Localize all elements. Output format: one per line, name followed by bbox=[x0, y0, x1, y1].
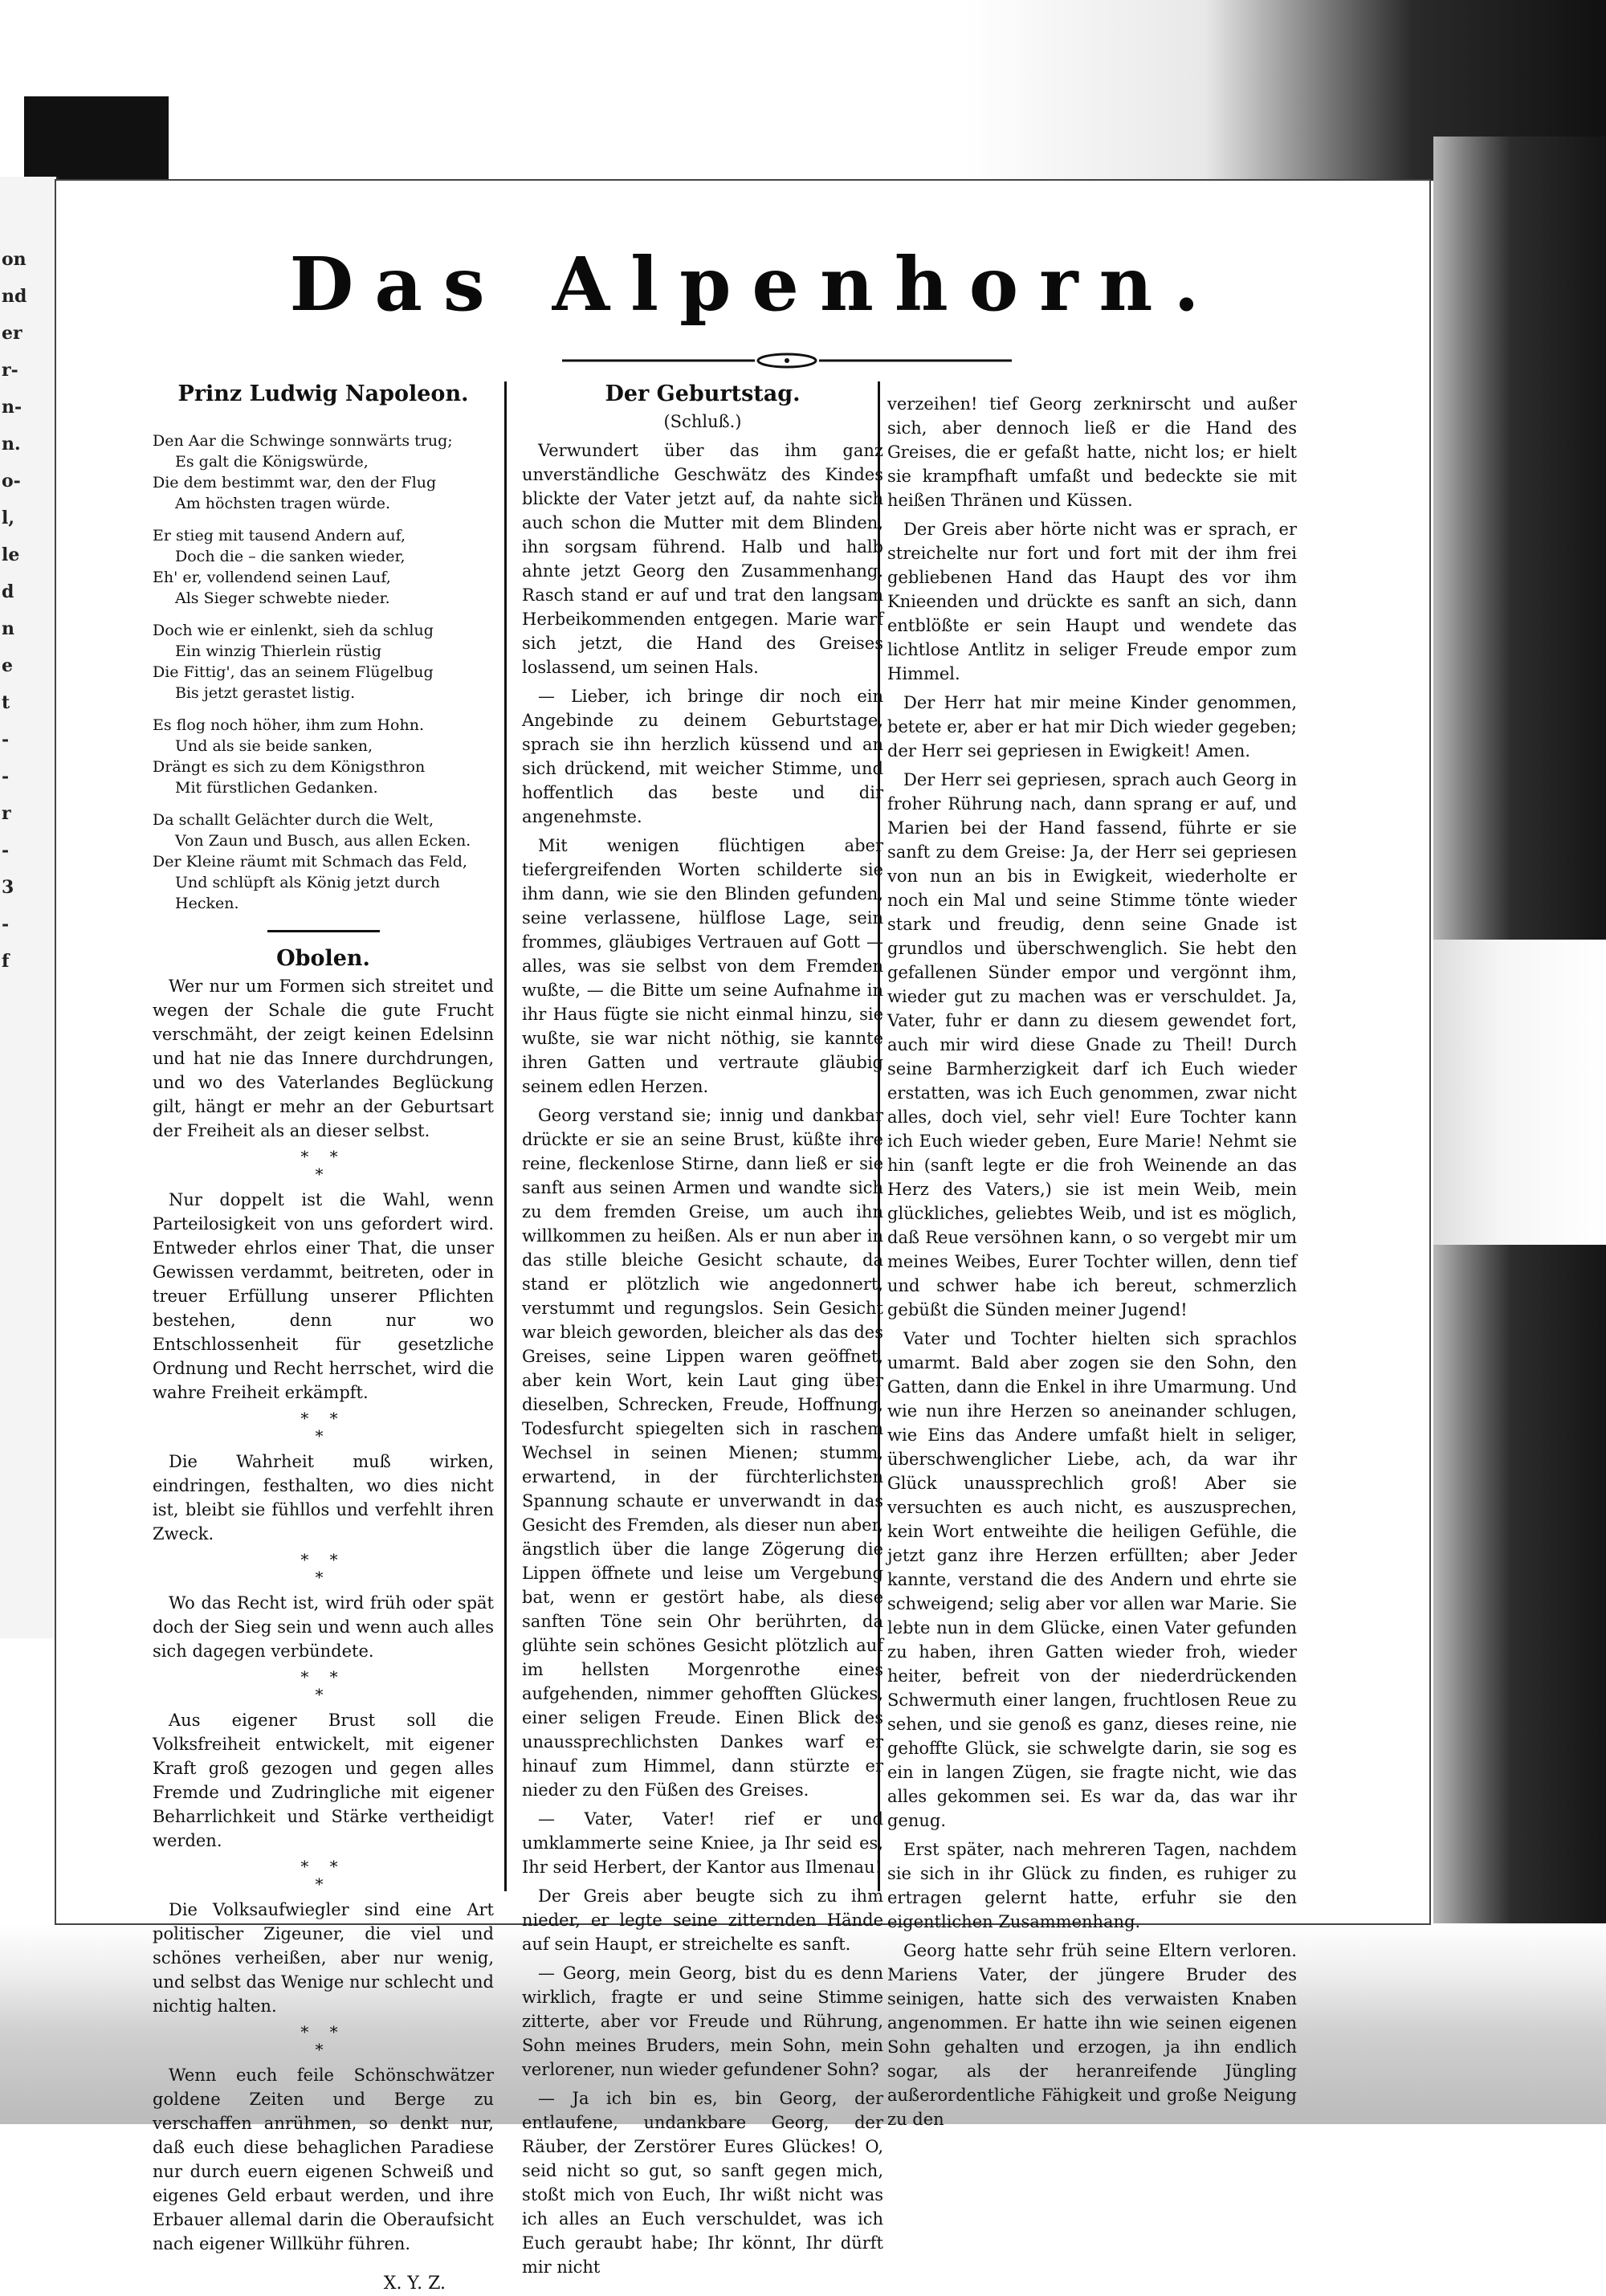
margin-fragment: r- bbox=[2, 360, 18, 381]
star-separator: * * * bbox=[300, 1409, 346, 1446]
margin-fragment: le bbox=[2, 544, 20, 565]
story-paragraph: Georg verstand sie; innig und dankbar drückte er sie an seine Brust, küßte ihre reine, fleckenlose Stirne, dann ließ er sie sanft aus seinen Armen und wandte sich zu dem fremden Greise, um auch ihn willkommen zu heißen. Als er nun aber in das stille bleiche Gesicht schaute, da stand er plötzlich wie angedonnert, verstummt und regungslos. Sein Gesicht war bleich geworden, bleicher als das des Greises, seine Lippen waren geöffnet, aber kein Wort, kein Laut ging über dieselben, Schrecken, Freude, Hoffnung, Todesfurcht spiegelten sich in raschem Wechsel in seinen Mienen; stumm, erwartend, in der fürchterlichsten Spannung schaute er unverwandt in das Gesicht des Fremden, als dieser nun aber, ängstlich über die lange Zögerung die Lippen öffnete und leise um Vergebung bat, wenn er gestört habe, als diese sanften Töne sein Ohr berührten, da glühte sein schönes Gesicht plötzlich auf im hellsten Morgenrothe eines aufgehenden, nimmer gehofften Glückes, einer seligen Freude. Einen Blick des unaussprechlichsten Dankes warf er hinauf zum Himmel, dann stürzte er nieder zu den Füßen des Greises. bbox=[522, 1106, 883, 1800]
poem-line: Doch wie er einlenkt, sieh da schlug bbox=[153, 622, 434, 639]
story-paragraph: Mit wenigen flüchtigen aber tiefergreifenden Worten schilderte sie ihm dann, wie sie den Blinden gefunden, seine verlassene, hülflose Lage, sein frommes, gläubiges Vertrauen auf Gott — alles, was sie selbst von dem Fremden wußte, — die Bitte um seine Aufnahme in ihr Haus fügte sie nicht einmal hinzu, sie wußte, sie war nicht nöthig, sie kannte ihren Gatten und vertraute gläubig seinem edlen Herzen. bbox=[522, 836, 883, 1096]
story-paragraph: Der Herr sei gepriesen, sprach auch Georg in froher Rührung nach, dann sprang er auf, und Marien bei der Hand fassend, führte er sie sanft zu dem Greise: Ja, der Herr sei gepriesen von nun an bis in Ewigkeit, wiederholte er noch ein Mal und seine Stimme tönte wieder stark und freudig, denn seine Gnade ist grundlos und überschwenglich. Sie hebt den gefallenen Sünder empor und vergönnt ihm, wieder gut zu machen was er verschuldet. Ja, Vater, fuhr er dann zu diesem gewendet fort, auch mir wird diese Gnade zu Theil! Durch seine Barmherzigkeit darf ich Euch wieder erstatten, was ich Euch genommen, zwar nicht alles, doch viel, sehr viel! Eure Tochter kann ich Euch wieder geben, Eure Marie! Nehmt sie hin (sanft legte er die froh Weinende an das Herz des Vaters,) sie ist mein Weib, mein glückliches, geliebtes Weib, und ist es möglich, daß Reue versöhnen kann, o so vergebt mir um meines Weibes, Eurer Tochter willen, denn tief und schwer habe ich bereut, schmerzlich gebüßt die Sünden meiner Jugend! bbox=[887, 770, 1297, 1319]
star-separator: * * * bbox=[300, 1857, 346, 1894]
margin-fragment: n. bbox=[2, 434, 21, 455]
star-separator: * * * bbox=[300, 2022, 346, 2059]
margin-fragment: n- bbox=[2, 397, 22, 418]
poem-line: Den Aar die Schwinge sonnwärts trug; bbox=[153, 432, 453, 450]
aphorism: Nur doppelt ist die Wahl, wenn Parteilosigkeit von uns gefordert wird. Entweder ehrlos einer That, die unser Gewissen verdammt, beitreten, oder in treuer Erfüllung unserer Pflichten bestehen, denn nur wo Entschlossenheit für gesetzliche Ordnung und Recht herrschet, wird die wahre Freiheit erkämpft. bbox=[153, 1190, 494, 1402]
story-paragraph: Der Greis aber hörte nicht was er sprach, er streichelte nur fort und fort mit der ihm frei gebliebenen Hand das Haupt des vor ihm Knieenden und drückte es sanft an sich, dann entblößte er sein Haupt und wendete das lichtlose Antlitz in seliger Freude empor zum Himmel. bbox=[887, 520, 1297, 683]
poem-stanza bbox=[153, 810, 494, 914]
margin-fragment: nd bbox=[2, 286, 27, 307]
poem-line: Es flog noch höher, ihm zum Hohn. bbox=[153, 716, 424, 734]
story-title: Der Geburtstag. bbox=[605, 381, 801, 406]
left-page-edge bbox=[0, 177, 59, 1638]
aphorism: Wer nur um Formen sich streitet und wegen der Schale die gute Frucht verschmäht, der zeigt keinen Edelsinn und hat nie das Innere durchdrungen, und wo des Vaterlandes Beglückung gilt, hängt er mehr an der Geburtsart der Freiheit als an dieser selbst. bbox=[153, 977, 494, 1140]
story-paragraph: — Ja ich bin es, bin Georg, der entlaufene, undankbare Georg, der Räuber, der Zerstörer Eures Glückes! O, seid nicht so gut, so sanft gegen mich, stoßt mich von Euch, Ihr wißt nicht was ich alles an Euch verschuldet, was ich Euch geraubt habe; Ihr könnt, Ihr dürft mir nicht bbox=[522, 2089, 883, 2277]
poem-line: Die Fittig', das an seinem Flügelbug bbox=[153, 663, 434, 681]
poem-stanza bbox=[153, 715, 494, 798]
story-paragraph: Der Greis aber beugte sich zu ihm nieder, er legte seine zitternden Hände auf sein Haupt, er streichelte es sanft. bbox=[522, 1886, 883, 1954]
obolen-aphorisms bbox=[153, 974, 494, 2256]
poem-line: Er stieg mit tausend Andern auf, bbox=[153, 527, 406, 544]
poem-line: Eh' er, vollendend seinen Lauf, bbox=[153, 569, 391, 586]
column-right bbox=[887, 392, 1297, 2136]
poem-stanza bbox=[153, 525, 494, 609]
aphorism: Wenn euch feile Schönschwätzer goldene Zeiten und Berge zu verschaffen anrühmen, so denkt nur, daß euch diese behaglichen Paradiese nur durch euern eigenen Schweiß und eigenes Geld erbaut werden, und ihre Erbauer allemal darin die Oberaufsicht nach eigener Willkühr führen. bbox=[153, 2066, 494, 2253]
margin-fragment: on bbox=[2, 249, 26, 270]
poem-line: Von Zaun und Busch, aus allen Ecken. bbox=[175, 832, 471, 850]
margin-fragment: r bbox=[2, 803, 11, 824]
column-rule-left bbox=[504, 381, 507, 1891]
story-body bbox=[522, 438, 883, 2279]
poem-stanza bbox=[153, 430, 494, 514]
margin-fragment: - bbox=[2, 766, 10, 787]
star-separator: * * * bbox=[300, 1667, 346, 1704]
margin-fragment: f bbox=[2, 951, 10, 972]
star-separator: * * * bbox=[300, 1550, 346, 1587]
margin-fragment: - bbox=[2, 914, 10, 935]
margin-fragment: l, bbox=[2, 508, 15, 528]
masthead-ornament bbox=[562, 352, 1012, 369]
poem-title: Prinz Ludwig Napoleon. bbox=[177, 381, 469, 406]
margin-fragment: - bbox=[2, 840, 10, 861]
signature: X. Y. Z. bbox=[383, 2274, 446, 2294]
poem-line: Doch die – die sanken wieder, bbox=[175, 548, 406, 565]
masthead-title: Das Alpenhorn. bbox=[289, 241, 1221, 328]
margin-fragment: t bbox=[2, 692, 10, 713]
column-left bbox=[153, 377, 494, 2296]
story-paragraph: verzeihen! tief Georg zerknirscht und außer sich, aber dennoch ließ er die Hand des Greises, die er gefaßt hatte, nicht los; er hielt sie krampfhaft umfaßt und bedeckte sie mit heißen Thränen und Küssen. bbox=[887, 394, 1297, 510]
story-paragraph: — Lieber, ich bringe dir noch ein Angebinde zu deinem Geburtstage, sprach sie ihn herzlich küssend und an sich drückend, mit weicher Stimme, und hoffentlich das beste und dir angenehmste. bbox=[522, 687, 883, 826]
scan-right-light-patch bbox=[1433, 940, 1606, 1245]
story-paragraph: Georg hatte sehr früh seine Eltern verloren. Mariens Vater, der jüngere Bruder des seinigen, hatte sich des verwaisten Knaben angenommen. Er hatte ihn wie seinen eigenen Sohn gehalten und erzogen, ja ihn endlich sogar, als der heranreifende Jüngling außerordentliche Fähigkeit und große Neigung zu den bbox=[887, 1941, 1297, 2129]
section-divider bbox=[267, 930, 380, 932]
star-separator: * * * bbox=[300, 1147, 346, 1184]
poem-line: Ein winzig Thierlein rüstig bbox=[175, 642, 382, 660]
poem-line: Am höchsten tragen würde. bbox=[175, 495, 390, 512]
margin-fragment: n bbox=[2, 618, 14, 639]
margin-fragment: er bbox=[2, 323, 22, 344]
poem-line: Und schlüpft als König jetzt durch Hecken. bbox=[175, 874, 440, 912]
poem bbox=[153, 430, 494, 914]
poem-line: Es galt die Königswürde, bbox=[175, 453, 369, 471]
margin-fragment: 3 bbox=[2, 877, 14, 898]
poem-line: Als Sieger schwebte nieder. bbox=[175, 589, 390, 607]
poem-line: Drängt es sich zu dem Königsthron bbox=[153, 758, 426, 776]
obolen-title: Obolen. bbox=[276, 946, 370, 971]
poem-line: Da schallt Gelächter durch die Welt, bbox=[153, 811, 434, 829]
aphorism: Die Wahrheit muß wirken, eindringen, festhalten, wo dies nicht ist, bleibt sie fühllos und verfehlt ihren Zweck. bbox=[153, 1452, 494, 1544]
poem-line: Bis jetzt gerastet listig. bbox=[175, 684, 356, 702]
story-paragraph: Vater und Tochter hielten sich sprachlos umarmt. Bald aber zogen sie den Sohn, den Gatten, dann die Enkel in ihre Umarmung. Und wie nun ihre Herzen so aneinander schlugen, wie Eins das Andere umfaßt hielt in seliger, überschwenglicher Liebe, ach, da war ihr Glück unaussprechlich groß! Aber sie versuchten es auch nicht, es auszusprechen, kein Wort entweihte die heiligen Gefühle, die jetzt ganz ihre Herzen erfüllten; aber Jeder kannte, verstand die des Andern und ehrte sie schweigend; selig aber vor allen war Marie. Sie lebte nun in dem Glücke, einen Vater gefunden zu haben, ihren Gatten wieder froh, wieder heiter, befreit von der niederdrückenden Schwermuth einer langen, fruchtlosen Reue zu sehen, und sie genoß es ganz, dieses reine, nie gehoffte Glück, sie schwelgte darin, sie sog es ein in langen Zügen, sie fragte nicht, wie das alles gekommen sei. Es war da, das war ihr genug. bbox=[887, 1329, 1297, 1830]
poem-line: Der Kleine räumt mit Schmach das Feld, bbox=[153, 853, 467, 871]
margin-fragment: d bbox=[2, 581, 14, 602]
scan-dark-patch bbox=[24, 96, 169, 185]
margin-fragment: o- bbox=[2, 471, 21, 491]
story-paragraph: Verwundert über das ihm ganz unverständliche Geschwätz des Kindes blickte der Vater jetzt auf, da nahte sich auch schon die Mutter mit dem Blinden, ihn sorgsam führend. Halb und halb ahnte jetzt Georg den Zusammenhang. Rasch stand er auf und trat den langsam Herbeikommenden entgegen. Marie warf sich jetzt, die Hand des Greises loslassend, um seinen Hals. bbox=[522, 441, 883, 677]
story-paragraph: Der Herr hat mir meine Kinder genommen, betete er, aber er hat mir Dich wieder gegeben; der Herr sei gepriesen in Ewigkeit! Amen. bbox=[887, 693, 1297, 761]
poem-line: Die dem bestimmt war, den der Flug bbox=[153, 474, 437, 491]
story-subtitle: (Schluß.) bbox=[663, 412, 742, 431]
story-paragraph: — Georg, mein Georg, bist du es denn wirklich, fragte er und seine Stimme zitterte, aber vor Freude und Rührung, Sohn meines Bruders, mein Sohn, mein verlorener, nun wieder gefundener Sohn? bbox=[522, 1964, 883, 2079]
aphorism: Die Volksaufwiegler sind eine Art politischer Zigeuner, die viel und schönes verheißen, aber nur wenig, und selbst das Wenige nur schlecht und nichtig halten. bbox=[153, 1900, 494, 2016]
margin-fragment: e bbox=[2, 655, 13, 676]
story-continuation bbox=[887, 392, 1297, 2131]
poem-line: Und als sie beide sanken, bbox=[175, 737, 373, 755]
poem-stanza bbox=[153, 620, 494, 703]
story-paragraph: — Vater, Vater! rief er und umklammerte seine Kniee, ja Ihr seid es, Ihr seid Herbert, der Kantor aus Ilmenau! bbox=[522, 1809, 883, 1877]
margin-fragment: - bbox=[2, 729, 10, 750]
story-paragraph: Erst später, nach mehreren Tagen, nachdem sie sich in ihr Glück zu finden, es ruhiger zu ertragen gelernt hatte, erfuhr sie den eigentlichen Zusammenhang. bbox=[887, 1840, 1297, 1931]
poem-line: Mit fürstlichen Gedanken. bbox=[175, 779, 378, 797]
aphorism: Wo das Recht ist, wird früh oder spät doch der Sieg sein und wenn auch alles sich dagegen verbündete. bbox=[153, 1593, 494, 1661]
scan-top-edge bbox=[0, 0, 1606, 181]
aphorism: Aus eigener Brust soll die Volksfreiheit entwickelt, mit eigener Kraft groß gezogen und gegen alles Fremde und Zudringliche mit eigener Beharrlichkeit und Stärke vertheidigt werden. bbox=[153, 1711, 494, 1850]
column-middle bbox=[522, 377, 883, 2284]
